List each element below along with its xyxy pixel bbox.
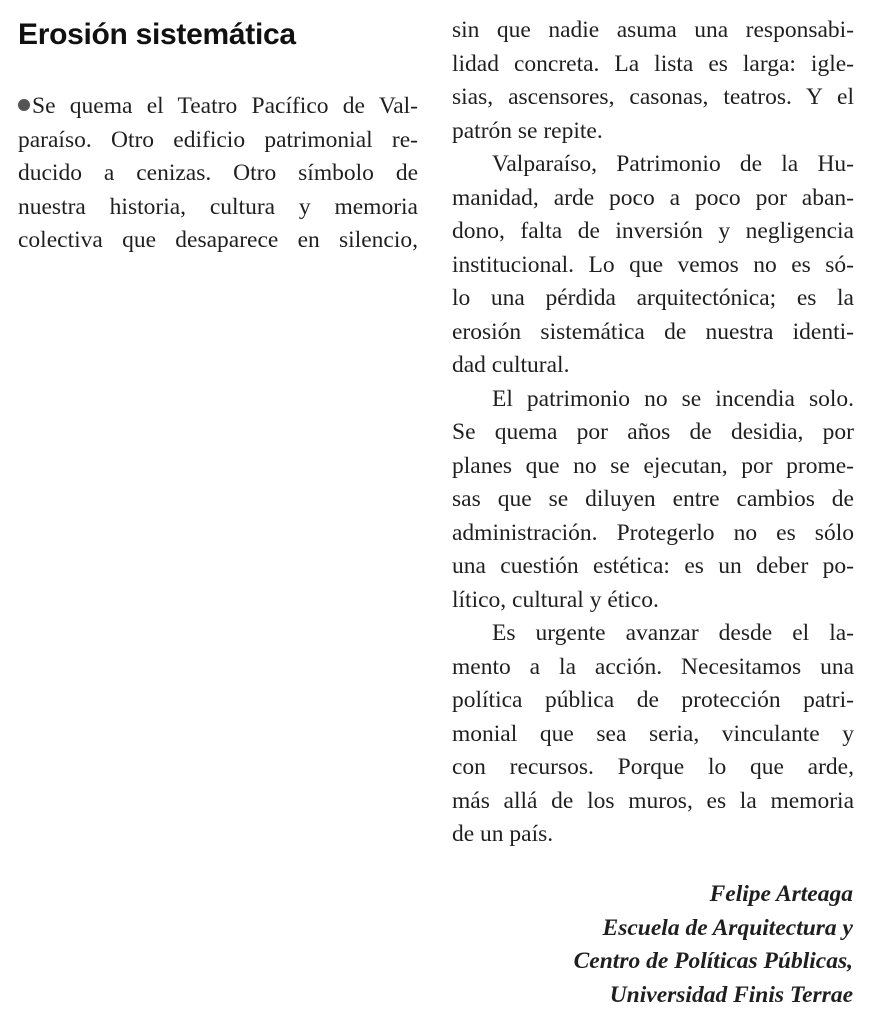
text-line: Se quema por años de desidia, por	[452, 419, 854, 445]
text-line: sas que se diluyen entre cambios de	[452, 486, 854, 512]
text-line	[18, 90, 418, 124]
text-line: con recursos. Porque lo que arde,	[452, 754, 854, 780]
text-line: erosión sistemática de nuestra identi-	[452, 318, 854, 345]
text-line: nuestra historia, cultura y memoria	[18, 193, 418, 220]
text-line: sin que nadie asuma una responsabi-	[452, 17, 854, 43]
text-line: ducido a cenizas. Otro símbolo de	[18, 160, 418, 186]
text-line: una cuestión estética: es un deber po-	[452, 553, 854, 579]
author-affiliation: Centro de Políticas Públicas,	[573, 948, 853, 974]
headline: Erosión sistemática	[18, 18, 296, 51]
text-line: El patrimonio no se incendia solo.	[492, 385, 854, 412]
text-line: patrón se repite.	[452, 117, 603, 144]
text-line: paraíso. Otro edificio patrimonial re-	[18, 126, 418, 153]
text-line-content: Se quema el Teatro Pacífico de Val-	[32, 93, 418, 119]
bullet-icon	[18, 99, 30, 111]
text-line: de un país.	[452, 821, 554, 847]
text-line: dad cultural.	[452, 352, 570, 378]
text-line: Valparaíso, Patrimonio de la Hu-	[492, 151, 854, 177]
text-line: lo una pérdida arquitectónica; es la	[452, 285, 854, 311]
right-column	[452, 14, 854, 852]
author-name: Felipe Arteaga	[709, 881, 853, 907]
author-affiliation: Escuela de Arquitectura y	[602, 914, 853, 941]
text-line: institucional. Lo que vemos no es só-	[452, 251, 854, 278]
text-line: manidad, arde poco a poco por aban-	[452, 184, 854, 211]
author-affiliation: Universidad Finis Terrae	[609, 981, 853, 1008]
left-column	[18, 90, 418, 258]
text-line: dono, falta de inversión y negligencia	[452, 218, 854, 244]
text-line: lítico, cultural y ético.	[452, 586, 659, 613]
text-line: administración. Protegerlo no es sólo	[452, 519, 854, 546]
text-line: planes que no se ejecutan, por prome-	[452, 452, 854, 479]
text-line: Es urgente avanzar desde el la-	[492, 620, 854, 646]
text-line: política pública de protección patri-	[452, 687, 854, 713]
text-line: colectiva que desaparece en silencio,	[18, 227, 418, 253]
text-line: lidad concreta. La lista es larga: igle-	[452, 50, 854, 77]
author-signature	[353, 878, 853, 1012]
text-line: monial que sea seria, vinculante y	[452, 720, 854, 747]
text-line: sias, ascensores, casonas, teatros. Y el	[452, 84, 854, 110]
text-line: mento a la acción. Necesitamos una	[452, 653, 854, 680]
text-line: más allá de los muros, es la memoria	[452, 787, 854, 814]
